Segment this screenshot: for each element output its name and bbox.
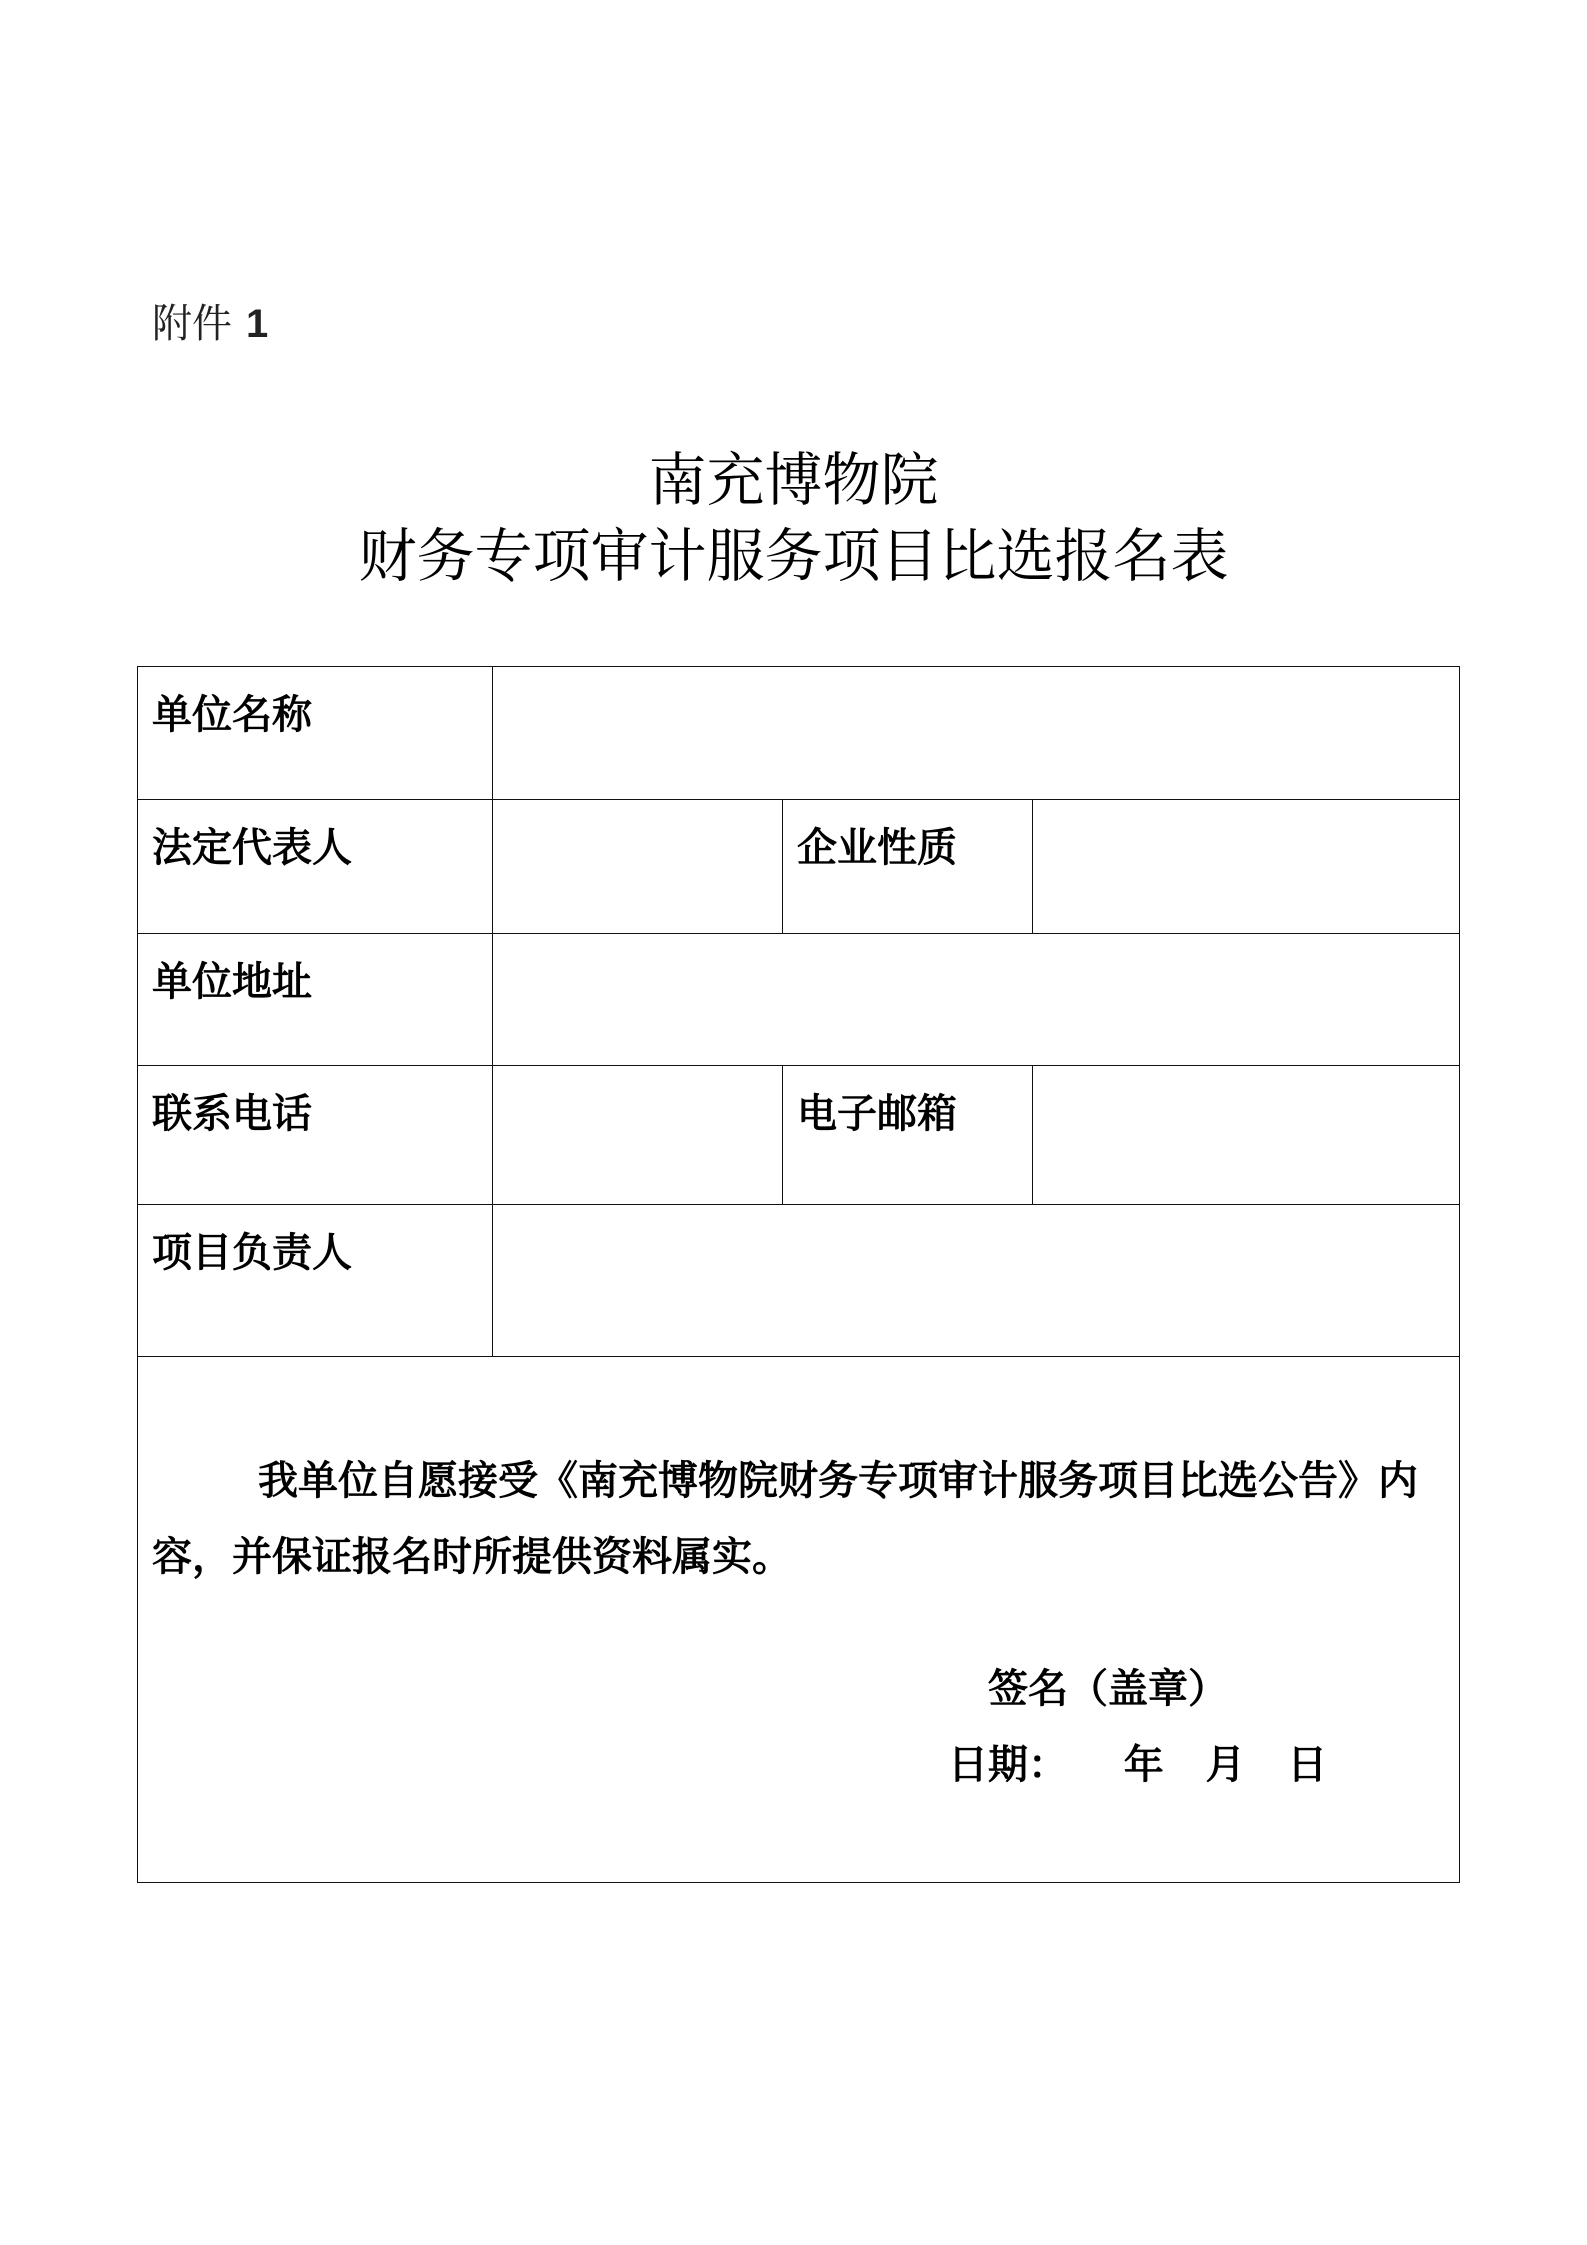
signature-label: 签名（盖章）	[988, 1666, 1228, 1712]
date-label: 日期： 年 月 日	[948, 1742, 1328, 1788]
row-unit-name	[138, 667, 1460, 800]
project-lead-label-cell	[138, 1205, 493, 1357]
registration-form-table	[137, 666, 1460, 1883]
unit-name-field[interactable]	[493, 667, 1460, 800]
enterprise-type-label-cell	[783, 800, 1033, 934]
email-label-cell	[783, 1066, 1033, 1205]
legal-rep-field[interactable]	[493, 800, 783, 934]
unit-name-label: 单位名称	[152, 692, 312, 738]
row-legal-rep	[138, 800, 1460, 934]
row-contact	[138, 1066, 1460, 1205]
unit-name-label-cell	[138, 667, 493, 800]
declaration-text: 我单位自愿接受《南充博物院财务专项审计服务项目比选公告》内容，并保证报名时所提供资料属实。	[152, 1458, 1418, 1580]
attachment-number: 1	[246, 302, 269, 346]
address-field[interactable]	[493, 934, 1460, 1066]
phone-label: 联系电话	[152, 1091, 312, 1137]
legal-rep-label: 法定代表人	[152, 825, 352, 871]
page-title-institution: 南充博物院	[648, 446, 939, 514]
row-declaration	[138, 1357, 1460, 1883]
row-project-lead	[138, 1205, 1460, 1357]
attachment-label	[152, 296, 268, 352]
phone-label-cell	[138, 1066, 493, 1205]
project-lead-label: 项目负责人	[152, 1230, 352, 1276]
declaration-cell	[138, 1357, 1460, 1883]
row-address	[138, 934, 1460, 1066]
phone-field[interactable]	[493, 1066, 783, 1205]
address-label-cell	[138, 934, 493, 1066]
page-title-form: 财务专项审计服务项目比选报名表	[358, 522, 1229, 590]
enterprise-type-label: 企业性质	[797, 825, 957, 871]
email-label: 电子邮箱	[797, 1091, 957, 1137]
attachment-text: 附件	[152, 301, 232, 347]
enterprise-type-field[interactable]	[1033, 800, 1460, 934]
email-field[interactable]	[1033, 1066, 1460, 1205]
legal-rep-label-cell	[138, 800, 493, 934]
address-label: 单位地址	[152, 959, 312, 1005]
project-lead-field[interactable]	[493, 1205, 1460, 1357]
